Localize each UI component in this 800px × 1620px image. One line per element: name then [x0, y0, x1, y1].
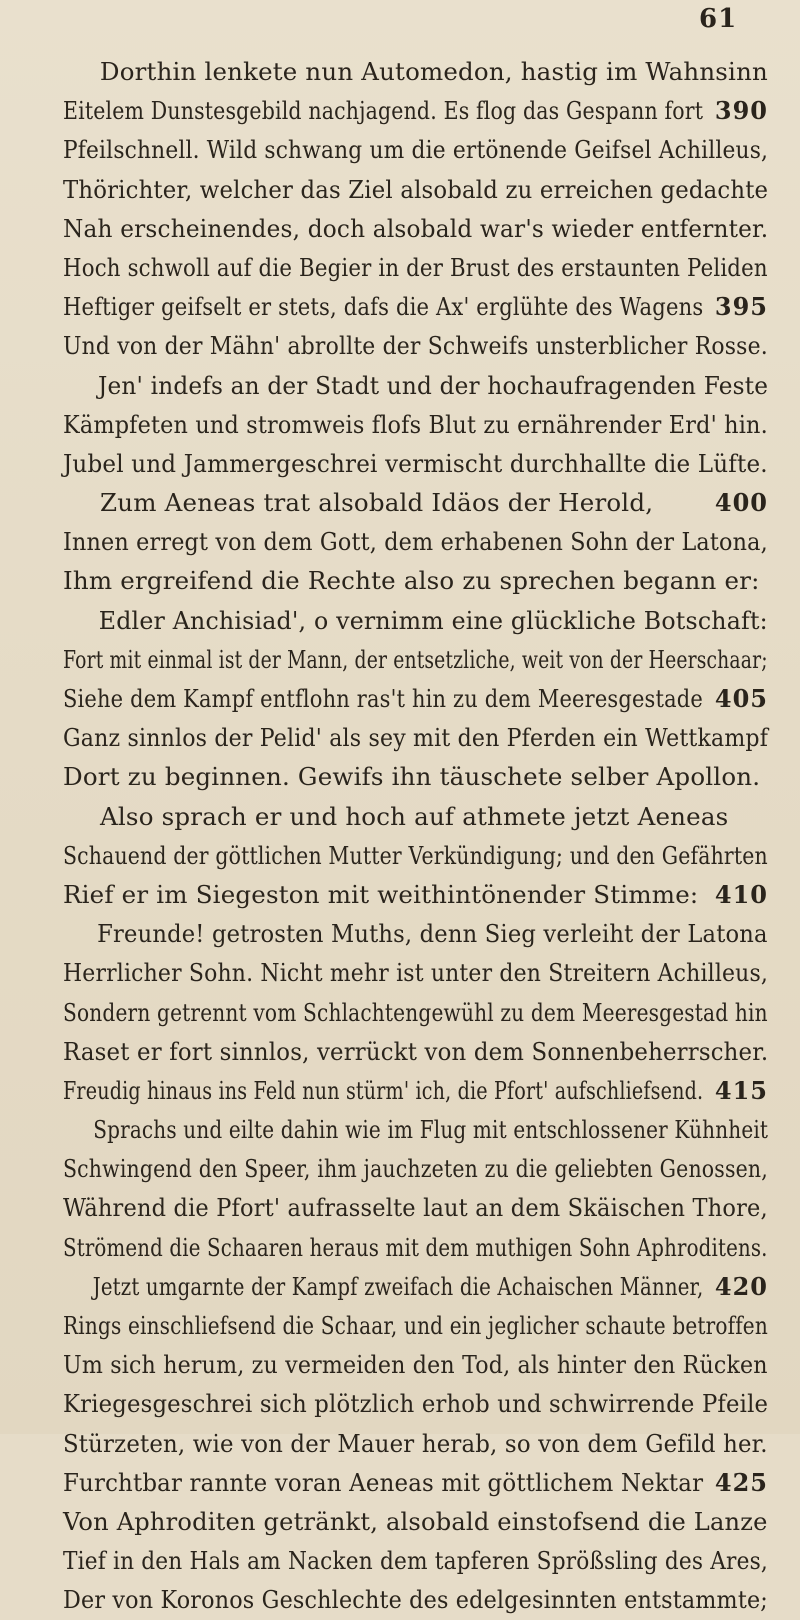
line-number: 420 [714, 1271, 768, 1301]
verse-text: Furchtbar rannte voran Aeneas mit göttlichem Nektar [63, 1467, 704, 1497]
verse-line [63, 326, 768, 365]
verse-line [63, 1306, 768, 1345]
verse-text: Pfeilschnell. Wild schwang um die ertönende Geifsel Achilleus, [63, 135, 769, 165]
verse-text: Tief in den Hals am Nacken dem tapferen Sprößsling des Ares, [63, 1546, 768, 1576]
verse-text: Während die Pfort' aufrasselte laut an dem Skäischen Thore, [63, 1193, 768, 1223]
verse-line [63, 679, 768, 718]
verse-text: Kämpfeten und stromweis flofs Blut zu ernährender Erd' hin. [63, 409, 768, 439]
verse-text: Zum Aeneas trat alsobald Idäos der Herold, [100, 488, 654, 518]
verse-text: Edler Anchisiad', o vernimm eine glückliche Botschaft: [98, 605, 768, 635]
verse-text: Herrlicher Sohn. Nicht mehr ist unter den Streitern Achilleus, [63, 958, 769, 988]
line-number: 400 [714, 488, 768, 518]
verse-text: Jetzt umgarnte der Kampf zweifach die Achaischen Männer, [92, 1271, 704, 1301]
verse-line [63, 757, 768, 796]
verse-text: Innen erregt von dem Gott, dem erhabenen Sohn der Latona, [63, 527, 768, 557]
verse-text: Freudig hinaus ins Feld nun stürm' ich, die Pfort' aufschliefsend. [63, 1075, 704, 1105]
verse-line [63, 1424, 768, 1463]
line-number: 405 [714, 684, 768, 713]
verse-text: Eitelem Dunstesgebild nachjagend. Es flog das Gespann fort [63, 96, 704, 126]
verse-line [63, 1267, 768, 1306]
verse-text: Heftiger geifselt er stets, dafs die Ax' erglühte des Wagens [63, 292, 704, 322]
verse-line [63, 1188, 768, 1227]
verse-line [63, 91, 768, 130]
verse-text: Fort mit einmal ist der Mann, der entsetzliche, weit von der Heerschaar; [63, 644, 768, 674]
line-number: 390 [714, 96, 768, 126]
verse-line [63, 1149, 768, 1188]
verse-text: Ihm ergreifend die Rechte also zu sprechen begann er: [63, 566, 760, 596]
verse-line [63, 483, 768, 522]
verse-line [63, 366, 768, 405]
verse-line [63, 1580, 768, 1619]
verse-line [63, 836, 768, 875]
verse-text: Sondern getrennt vom Schlachtengewühl zu dem Meeresgestad hin [63, 997, 768, 1027]
verse-line [63, 601, 768, 640]
verse-line [63, 1463, 768, 1502]
line-number: 425 [714, 1467, 768, 1497]
verse-text: Jubel und Jammergeschrei vermischt durchhallte die Lüfte. [63, 448, 768, 478]
verse-text: Um sich herum, zu vermeiden den Tod, als hinter den Rücken [63, 1350, 768, 1380]
verse-text: Strömend die Schaaren heraus mit dem muthigen Sohn Aphroditens. [63, 1232, 768, 1262]
verse-line [63, 444, 768, 483]
verse-text: Raset er fort sinnlos, verrückt von dem Sonnenbeherrscher. [63, 1036, 769, 1066]
verse-line [63, 209, 768, 248]
verse-text: Freunde! getrosten Muths, denn Sieg verleiht der Latona [97, 919, 768, 949]
verse-line [63, 993, 768, 1032]
verse-text: Der von Koronos Geschlechte des edelgesinnten entstammte; [63, 1585, 768, 1615]
verse-text: Dort zu beginnen. Gewifs ihn täuschete selber Apollon. [63, 762, 761, 792]
page-number: 61 [699, 4, 738, 34]
verse-line [63, 522, 768, 561]
verse-text: Nah erscheinendes, doch alsobald war's wieder entfernter. [63, 213, 769, 243]
verse-line [63, 52, 768, 91]
verse-line [63, 248, 768, 287]
verse-line [63, 797, 768, 836]
verse-text: Thörichter, welcher das Ziel alsobald zu erreichen gedachte [63, 174, 769, 204]
verse-line [63, 1345, 768, 1384]
verse-text: Siehe dem Kampf entflohn ras't hin zu dem Meeresgestade [63, 684, 703, 713]
verse-line [63, 1228, 768, 1267]
verse-text: Rings einschliefsend die Schaar, und ein jeglicher schaute betroffen [63, 1311, 768, 1340]
verse-line [63, 1502, 768, 1541]
verse-text: Schwingend den Speer, ihm jauchzeten zu die geliebten Genossen, [63, 1154, 768, 1184]
verse-line [63, 914, 768, 953]
verse-line [63, 953, 768, 992]
verse-line [63, 1032, 768, 1071]
verse-text: Sprachs und eilte dahin wie im Flug mit entschlossener Kühnheit [93, 1115, 769, 1145]
verse-line [63, 405, 768, 444]
verse-line [63, 640, 768, 679]
verse-line [63, 1110, 768, 1149]
verse-line [63, 561, 768, 600]
verse-line [63, 718, 768, 757]
verse-text: Schauend der göttlichen Mutter Verkündigung; und den Gefährten [63, 840, 768, 870]
verse-text: Hoch schwoll auf die Begier in der Brust des erstaunten Peliden [63, 252, 768, 282]
line-number: 395 [714, 292, 768, 322]
line-number: 415 [714, 1075, 768, 1105]
verse-text: Von Aphroditen getränkt, alsobald einstofsend die Lanze [63, 1506, 768, 1536]
verse-text: Dorthin lenkete nun Automedon, hastig im Wahnsinn [99, 57, 768, 86]
verse-text: Ganz sinnlos der Pelid' als sey mit den Pferden ein Wettkampf [63, 723, 769, 753]
verse-line [63, 130, 768, 169]
verse-line [63, 1384, 768, 1423]
verse-block [63, 52, 768, 1620]
verse-line [63, 287, 768, 326]
verse-line [63, 1071, 768, 1110]
verse-text: Stürzeten, wie von der Mauer herab, so von dem Gefild her. [63, 1428, 768, 1458]
line-number: 410 [714, 879, 768, 909]
verse-text: Rief er im Siegeston mit weithintönender Stimme: [63, 879, 699, 909]
verse-line [63, 170, 768, 209]
verse-text: Jen' indefs an der Stadt und der hochaufragenden Feste [98, 370, 769, 400]
verse-line [63, 1541, 768, 1580]
verse-text: Kriegesgeschrei sich plötzlich erhob und schwirrende Pfeile [63, 1389, 769, 1419]
verse-line [63, 875, 768, 914]
verse-text: Also sprach er und hoch auf athmete jetzt Aeneas [100, 801, 729, 831]
verse-text: Und von der Mähn' abrollte der Schweifs unsterblicher Rosse. [63, 331, 768, 361]
